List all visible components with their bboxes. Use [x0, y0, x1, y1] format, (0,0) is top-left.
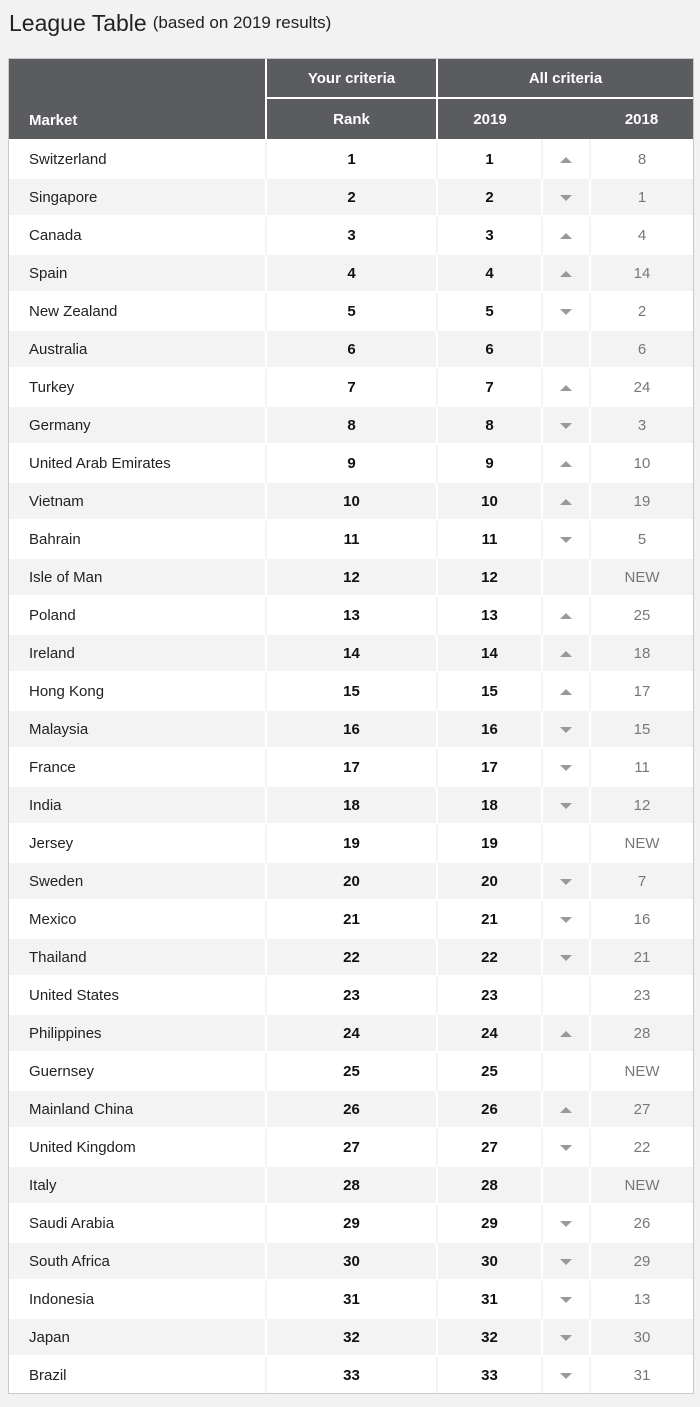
cell-rank: 21 [266, 900, 437, 938]
table-row[interactable] [9, 786, 693, 824]
triangle-up-icon [560, 271, 572, 277]
cell-2019: 18 [437, 786, 542, 824]
cell-rank: 6 [266, 330, 437, 368]
cell-market: Poland [9, 596, 266, 634]
table-row[interactable] [9, 558, 693, 596]
cell-trend [542, 1128, 590, 1166]
cell-market: United Arab Emirates [9, 444, 266, 482]
cell-market: France [9, 748, 266, 786]
cell-rank: 10 [266, 482, 437, 520]
cell-market: Mexico [9, 900, 266, 938]
cell-2019: 2 [437, 178, 542, 216]
table-row[interactable] [9, 596, 693, 634]
column-header-rank[interactable]: Rank [266, 98, 437, 140]
cell-market: Japan [9, 1318, 266, 1356]
triangle-down-icon [560, 195, 572, 201]
cell-2018: 22 [590, 1128, 693, 1166]
cell-2019: 15 [437, 672, 542, 710]
cell-market: Bahrain [9, 520, 266, 558]
cell-rank: 3 [266, 216, 437, 254]
cell-2018: 30 [590, 1318, 693, 1356]
cell-market: Saudi Arabia [9, 1204, 266, 1242]
cell-rank: 4 [266, 254, 437, 292]
cell-market: Australia [9, 330, 266, 368]
cell-2018: NEW [590, 824, 693, 862]
cell-2019: 31 [437, 1280, 542, 1318]
cell-market: Jersey [9, 824, 266, 862]
cell-trend [542, 824, 590, 862]
triangle-up-icon [560, 499, 572, 505]
cell-2019: 32 [437, 1318, 542, 1356]
table-row[interactable] [9, 1128, 693, 1166]
cell-rank: 32 [266, 1318, 437, 1356]
cell-2018: 26 [590, 1204, 693, 1242]
cell-2019: 4 [437, 254, 542, 292]
table-row[interactable] [9, 1090, 693, 1128]
column-header-2019[interactable]: 2019 [437, 98, 542, 140]
triangle-up-icon [560, 651, 572, 657]
cell-2019: 22 [437, 938, 542, 976]
cell-rank: 1 [266, 140, 437, 178]
cell-trend [542, 1356, 590, 1393]
cell-market: Germany [9, 406, 266, 444]
cell-2019: 27 [437, 1128, 542, 1166]
triangle-down-icon [560, 879, 572, 885]
cell-market: Malaysia [9, 710, 266, 748]
cell-2018: 28 [590, 1014, 693, 1052]
triangle-up-icon [560, 1031, 572, 1037]
column-header-trend [542, 98, 590, 140]
cell-trend [542, 444, 590, 482]
triangle-down-icon [560, 917, 572, 923]
cell-2019: 24 [437, 1014, 542, 1052]
cell-rank: 18 [266, 786, 437, 824]
triangle-down-icon [560, 803, 572, 809]
table-row[interactable] [9, 140, 693, 178]
cell-trend [542, 330, 590, 368]
cell-rank: 27 [266, 1128, 437, 1166]
cell-rank: 24 [266, 1014, 437, 1052]
table-row[interactable] [9, 1166, 693, 1204]
cell-market: Guernsey [9, 1052, 266, 1090]
triangle-up-icon [560, 385, 572, 391]
cell-rank: 7 [266, 368, 437, 406]
triangle-up-icon [560, 461, 572, 467]
cell-rank: 13 [266, 596, 437, 634]
cell-trend [542, 1280, 590, 1318]
cell-2019: 23 [437, 976, 542, 1014]
table-row[interactable] [9, 292, 693, 330]
cell-trend [542, 178, 590, 216]
cell-2018: 13 [590, 1280, 693, 1318]
cell-rank: 25 [266, 1052, 437, 1090]
cell-2019: 13 [437, 596, 542, 634]
cell-2019: 19 [437, 824, 542, 862]
cell-rank: 9 [266, 444, 437, 482]
table-row[interactable] [9, 368, 693, 406]
table-row[interactable] [9, 520, 693, 558]
cell-trend [542, 862, 590, 900]
table-row[interactable] [9, 710, 693, 748]
cell-trend [542, 140, 590, 178]
column-group-your-criteria: Your criteria [266, 59, 437, 98]
table-header [9, 59, 693, 140]
column-header-2018[interactable]: 2018 [590, 98, 693, 140]
cell-2018: 17 [590, 672, 693, 710]
cell-rank: 29 [266, 1204, 437, 1242]
cell-rank: 20 [266, 862, 437, 900]
cell-market: Philippines [9, 1014, 266, 1052]
cell-2018: 23 [590, 976, 693, 1014]
cell-trend [542, 292, 590, 330]
cell-market: Indonesia [9, 1280, 266, 1318]
cell-2018: 7 [590, 862, 693, 900]
table-row[interactable] [9, 824, 693, 862]
cell-2019: 6 [437, 330, 542, 368]
triangle-down-icon [560, 537, 572, 543]
cell-rank: 23 [266, 976, 437, 1014]
triangle-up-icon [560, 233, 572, 239]
cell-market: Mainland China [9, 1090, 266, 1128]
triangle-up-icon [560, 157, 572, 163]
cell-market: United States [9, 976, 266, 1014]
table-row[interactable] [9, 330, 693, 368]
cell-trend [542, 976, 590, 1014]
table-row[interactable] [9, 1280, 693, 1318]
cell-trend [542, 634, 590, 672]
page-subtitle: (based on 2019 results) [152, 13, 332, 32]
table-row[interactable] [9, 938, 693, 976]
cell-2018: 31 [590, 1356, 693, 1393]
table-row[interactable] [9, 900, 693, 938]
cell-rank: 14 [266, 634, 437, 672]
cell-rank: 17 [266, 748, 437, 786]
table-row[interactable] [9, 444, 693, 482]
cell-trend [542, 938, 590, 976]
cell-market: Canada [9, 216, 266, 254]
triangle-up-icon [560, 689, 572, 695]
cell-market: Isle of Man [9, 558, 266, 596]
table-row[interactable] [9, 634, 693, 672]
page-header [0, 0, 700, 46]
cell-2019: 29 [437, 1204, 542, 1242]
cell-2019: 10 [437, 482, 542, 520]
cell-trend [542, 1014, 590, 1052]
cell-rank: 26 [266, 1090, 437, 1128]
cell-2019: 1 [437, 140, 542, 178]
cell-2019: 25 [437, 1052, 542, 1090]
cell-2018: 25 [590, 596, 693, 634]
cell-2019: 14 [437, 634, 542, 672]
cell-market: Italy [9, 1166, 266, 1204]
cell-market: India [9, 786, 266, 824]
league-table [9, 59, 693, 1393]
cell-market: Thailand [9, 938, 266, 976]
cell-2019: 26 [437, 1090, 542, 1128]
triangle-down-icon [560, 1145, 572, 1151]
triangle-down-icon [560, 1259, 572, 1265]
triangle-down-icon [560, 1297, 572, 1303]
cell-2019: 20 [437, 862, 542, 900]
triangle-down-icon [560, 1335, 572, 1341]
table-row[interactable] [9, 1356, 693, 1393]
column-group-all-criteria: All criteria [437, 59, 693, 98]
cell-trend [542, 1166, 590, 1204]
cell-2018: 4 [590, 216, 693, 254]
cell-2018: NEW [590, 1052, 693, 1090]
cell-2019: 21 [437, 900, 542, 938]
cell-trend [542, 1090, 590, 1128]
table-row[interactable] [9, 862, 693, 900]
cell-market: Hong Kong [9, 672, 266, 710]
cell-2018: 10 [590, 444, 693, 482]
cell-trend [542, 710, 590, 748]
cell-market: Switzerland [9, 140, 266, 178]
cell-trend [542, 406, 590, 444]
cell-market: Brazil [9, 1356, 266, 1393]
cell-trend [542, 786, 590, 824]
cell-market: Vietnam [9, 482, 266, 520]
triangle-down-icon [560, 423, 572, 429]
cell-trend [542, 1052, 590, 1090]
cell-market: South Africa [9, 1242, 266, 1280]
cell-2019: 30 [437, 1242, 542, 1280]
cell-rank: 2 [266, 178, 437, 216]
table-row[interactable] [9, 1242, 693, 1280]
table-row[interactable] [9, 254, 693, 292]
league-table-container [8, 58, 694, 1394]
cell-2018: 21 [590, 938, 693, 976]
cell-2018: 27 [590, 1090, 693, 1128]
cell-trend [542, 368, 590, 406]
cell-2018: 3 [590, 406, 693, 444]
cell-2018: 6 [590, 330, 693, 368]
cell-2019: 3 [437, 216, 542, 254]
cell-market: Sweden [9, 862, 266, 900]
triangle-down-icon [560, 1373, 572, 1379]
cell-rank: 16 [266, 710, 437, 748]
cell-2019: 33 [437, 1356, 542, 1393]
cell-trend [542, 482, 590, 520]
cell-rank: 12 [266, 558, 437, 596]
cell-rank: 5 [266, 292, 437, 330]
cell-rank: 28 [266, 1166, 437, 1204]
cell-2018: 11 [590, 748, 693, 786]
cell-trend [542, 596, 590, 634]
table-row[interactable] [9, 216, 693, 254]
table-row[interactable] [9, 672, 693, 710]
cell-2018: 8 [590, 140, 693, 178]
triangle-down-icon [560, 955, 572, 961]
page-title: League Table [9, 9, 147, 36]
cell-2019: 5 [437, 292, 542, 330]
cell-rank: 19 [266, 824, 437, 862]
cell-2018: 2 [590, 292, 693, 330]
table-row[interactable] [9, 482, 693, 520]
cell-2018: 24 [590, 368, 693, 406]
table-row[interactable] [9, 1318, 693, 1356]
triangle-down-icon [560, 1221, 572, 1227]
column-header-market[interactable]: Market [9, 59, 266, 140]
cell-trend [542, 520, 590, 558]
cell-2019: 28 [437, 1166, 542, 1204]
table-body [9, 140, 693, 1393]
triangle-down-icon [560, 309, 572, 315]
cell-2019: 7 [437, 368, 542, 406]
cell-market: Spain [9, 254, 266, 292]
cell-trend [542, 672, 590, 710]
cell-market: Ireland [9, 634, 266, 672]
cell-2019: 8 [437, 406, 542, 444]
cell-2018: NEW [590, 1166, 693, 1204]
triangle-down-icon [560, 727, 572, 733]
cell-2018: NEW [590, 558, 693, 596]
triangle-up-icon [560, 613, 572, 619]
cell-2019: 9 [437, 444, 542, 482]
cell-trend [542, 1318, 590, 1356]
cell-market: United Kingdom [9, 1128, 266, 1166]
table-row[interactable] [9, 976, 693, 1014]
cell-2019: 17 [437, 748, 542, 786]
cell-2018: 15 [590, 710, 693, 748]
cell-2018: 5 [590, 520, 693, 558]
cell-trend [542, 1242, 590, 1280]
cell-market: Turkey [9, 368, 266, 406]
cell-trend [542, 216, 590, 254]
cell-2019: 12 [437, 558, 542, 596]
table-row[interactable] [9, 748, 693, 786]
cell-rank: 8 [266, 406, 437, 444]
cell-2018: 16 [590, 900, 693, 938]
cell-2018: 29 [590, 1242, 693, 1280]
cell-2019: 16 [437, 710, 542, 748]
cell-rank: 11 [266, 520, 437, 558]
cell-rank: 30 [266, 1242, 437, 1280]
cell-2018: 14 [590, 254, 693, 292]
cell-rank: 31 [266, 1280, 437, 1318]
table-row[interactable] [9, 1014, 693, 1052]
cell-2018: 1 [590, 178, 693, 216]
cell-rank: 22 [266, 938, 437, 976]
cell-trend [542, 1204, 590, 1242]
triangle-up-icon [560, 1107, 572, 1113]
cell-trend [542, 558, 590, 596]
table-row[interactable] [9, 406, 693, 444]
cell-2018: 12 [590, 786, 693, 824]
cell-rank: 33 [266, 1356, 437, 1393]
cell-market: New Zealand [9, 292, 266, 330]
table-row[interactable] [9, 1052, 693, 1090]
cell-2018: 19 [590, 482, 693, 520]
cell-market: Singapore [9, 178, 266, 216]
cell-trend [542, 900, 590, 938]
cell-rank: 15 [266, 672, 437, 710]
table-row[interactable] [9, 1204, 693, 1242]
table-row[interactable] [9, 178, 693, 216]
cell-trend [542, 748, 590, 786]
cell-trend [542, 254, 590, 292]
triangle-down-icon [560, 765, 572, 771]
cell-2018: 18 [590, 634, 693, 672]
cell-2019: 11 [437, 520, 542, 558]
